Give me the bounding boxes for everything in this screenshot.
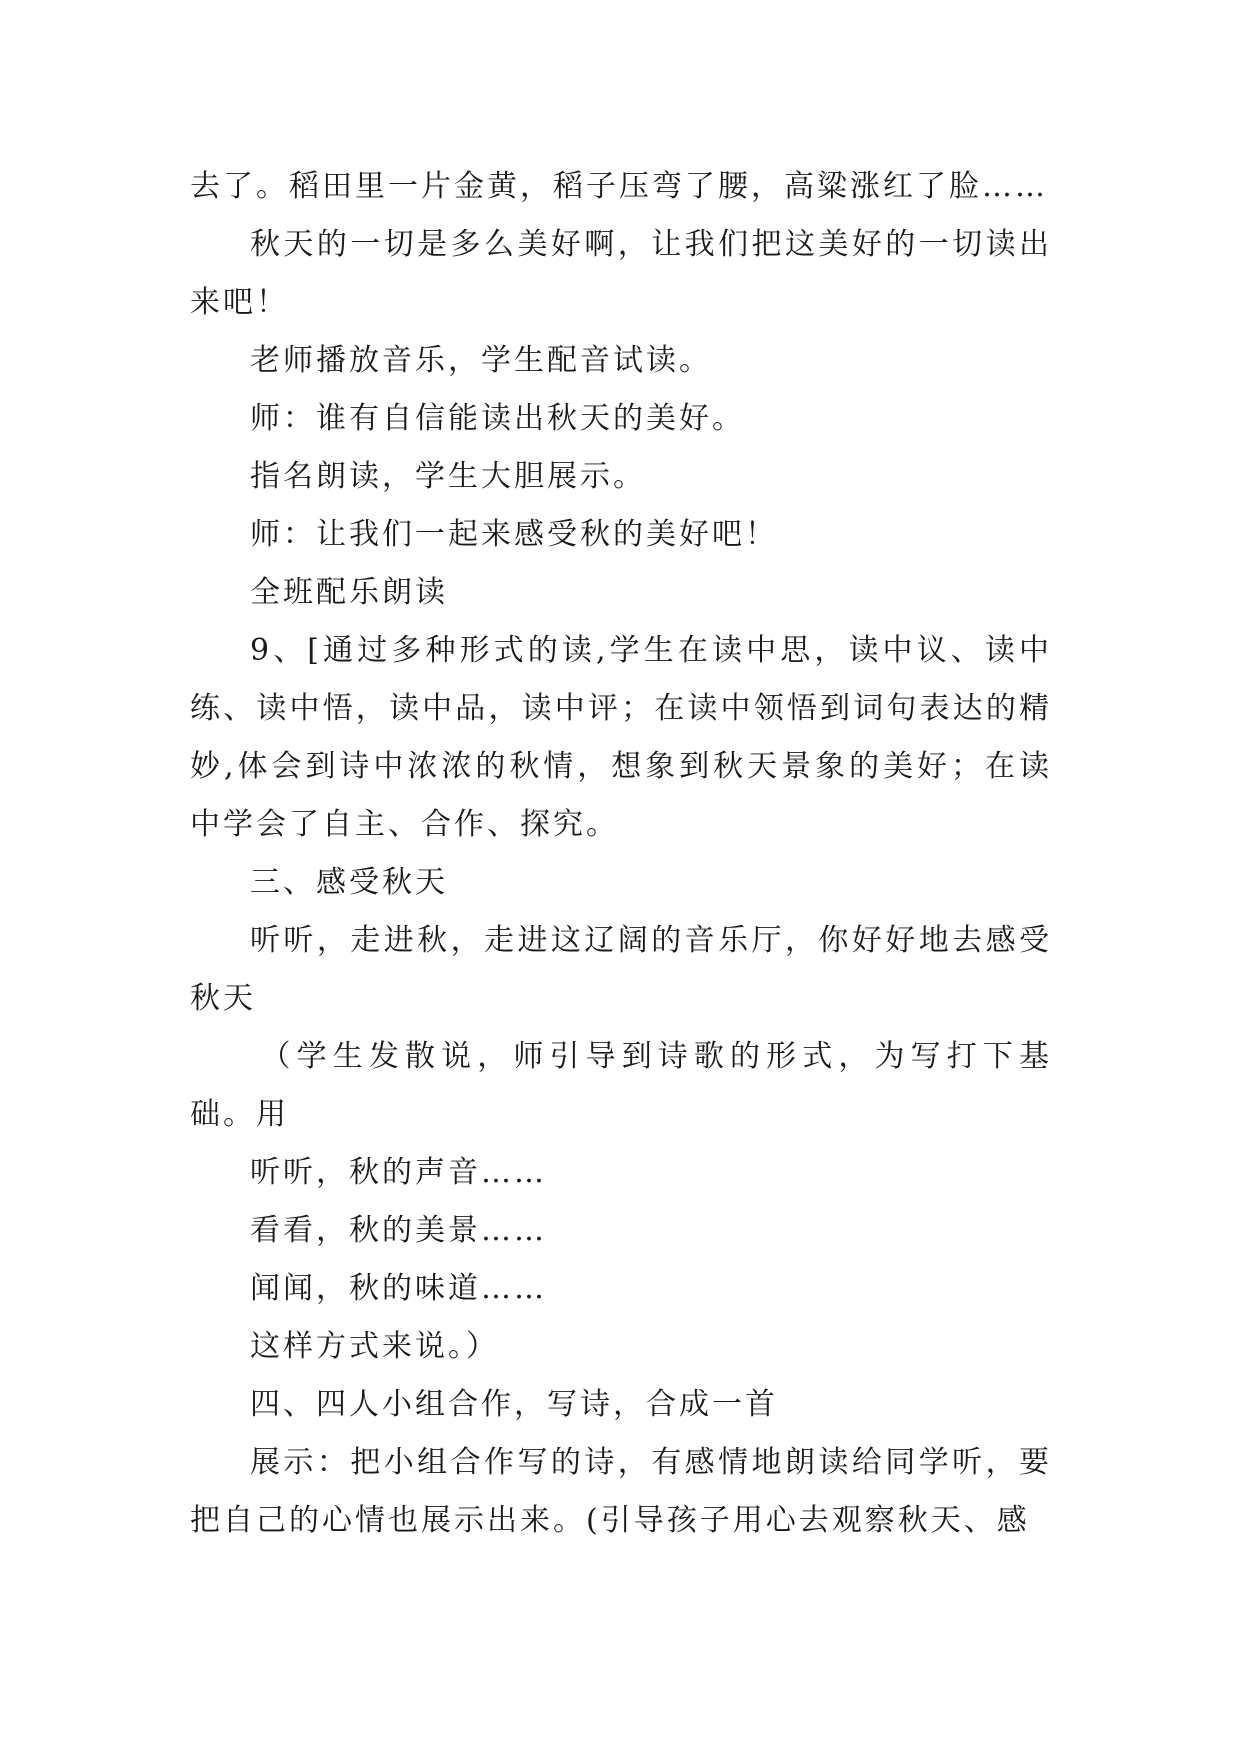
paragraph-smell-taste: 闻闻，秋的味道……	[250, 1271, 547, 1306]
section-heading-feel-autumn: 三、感受秋天	[250, 865, 448, 900]
paragraph-look-scenery: 看看，秋的美景……	[250, 1213, 547, 1248]
document-body	[190, 158, 1052, 1550]
paragraph-note-9: 9、[通过多种形式的读,学生在读中思，读中议、读中练、读中悟，读中品，读中评；在读中领悟到词句表达的精妙,体会到诗中浓浓的秋情，想象到秋天景象的美好；在读中学会了自主、合作、探究。	[190, 633, 1052, 842]
paragraph-named-reading: 指名朗读，学生大胆展示。	[250, 459, 646, 494]
paragraph-autumn-beauty: 秋天的一切是多么美好啊，让我们把这美好的一切读出来吧！	[190, 227, 1052, 320]
paragraph-teacher-question: 师：谁有自信能读出秋天的美好。	[250, 401, 745, 436]
paragraph-speak-this-way: 这样方式来说。）	[250, 1329, 499, 1364]
paragraph-student-discussion: （学生发散说，师引导到诗歌的形式，为写打下基础。用	[190, 1039, 1052, 1132]
paragraph-teacher-invite: 师：让我们一起来感受秋的美好吧！	[250, 517, 778, 552]
paragraph-listen: 听听，走进秋，走进这辽阔的音乐厅，你好好地去感受秋天	[190, 923, 1052, 1016]
paragraph-class-reading: 全班配乐朗读	[250, 575, 448, 610]
paragraph-listen-sound: 听听，秋的声音……	[250, 1155, 547, 1190]
paragraph-music-reading: 老师播放音乐，学生配音试读。	[250, 343, 712, 378]
section-heading-group-poem: 四、四人小组合作，写诗，合成一首	[250, 1387, 778, 1422]
paragraph-continuation: 去了。稻田里一片金黄，稻子压弯了腰，高粱涨红了脸……	[190, 169, 1048, 204]
paragraph-presentation: 展示：把小组合作写的诗，有感情地朗读给同学听，要把自己的心情也展示出来。(引导孩子用心去观察秋天、感	[190, 1445, 1052, 1538]
